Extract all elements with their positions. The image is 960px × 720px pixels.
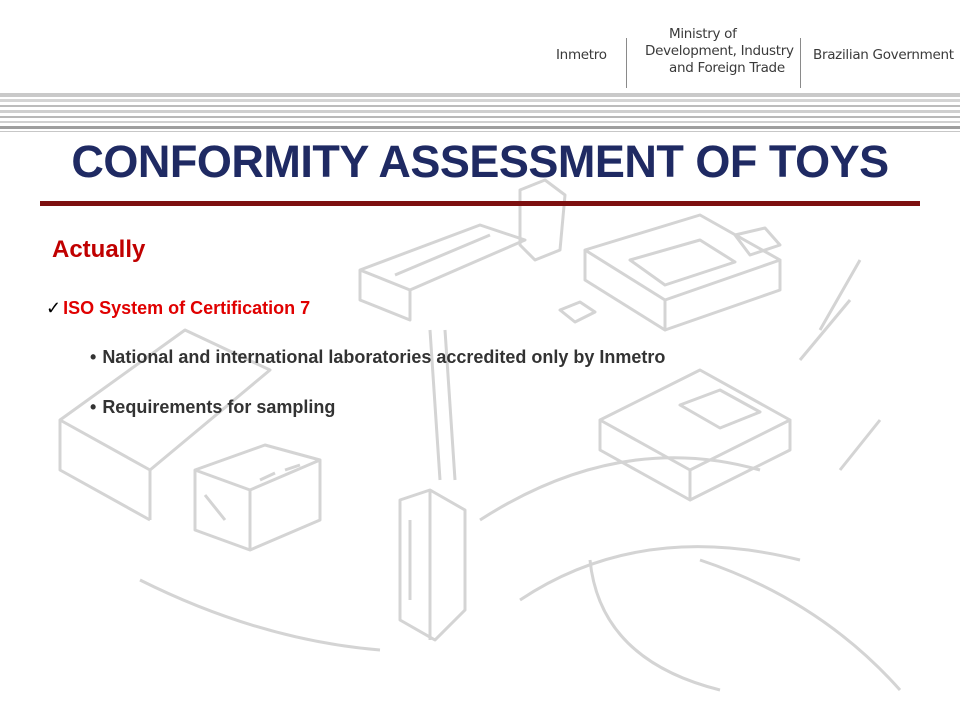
slide-title: CONFORMITY ASSESSMENT OF TOYS xyxy=(71,136,889,187)
header-divider xyxy=(800,38,801,88)
header-divider xyxy=(626,38,627,88)
ministry-line-2: Development, Industry xyxy=(645,43,794,59)
bullet-icon: • xyxy=(90,397,97,417)
header-org-ministry xyxy=(645,26,794,77)
header-org-government: Brazilian Government xyxy=(813,47,954,63)
bullet-text: Requirements for sampling xyxy=(102,397,336,417)
bullet-item xyxy=(90,397,335,418)
header-bar xyxy=(0,0,960,92)
ministry-line-3: and Foreign Trade xyxy=(669,60,785,76)
bullet-item xyxy=(90,347,665,368)
bullet-text: National and international laboratories accredited only by Inmetro xyxy=(102,347,666,367)
bullet-icon: • xyxy=(90,347,97,367)
section-heading: Actually xyxy=(52,236,146,263)
title-underline xyxy=(40,201,920,206)
checklist-item xyxy=(46,298,310,319)
ministry-line-1: Ministry of xyxy=(669,26,737,42)
checkmark-icon: ✓ xyxy=(46,298,62,318)
header-org-inmetro: Inmetro xyxy=(556,47,607,63)
checklist-item-text: ISO System of Certification 7 xyxy=(63,298,311,318)
